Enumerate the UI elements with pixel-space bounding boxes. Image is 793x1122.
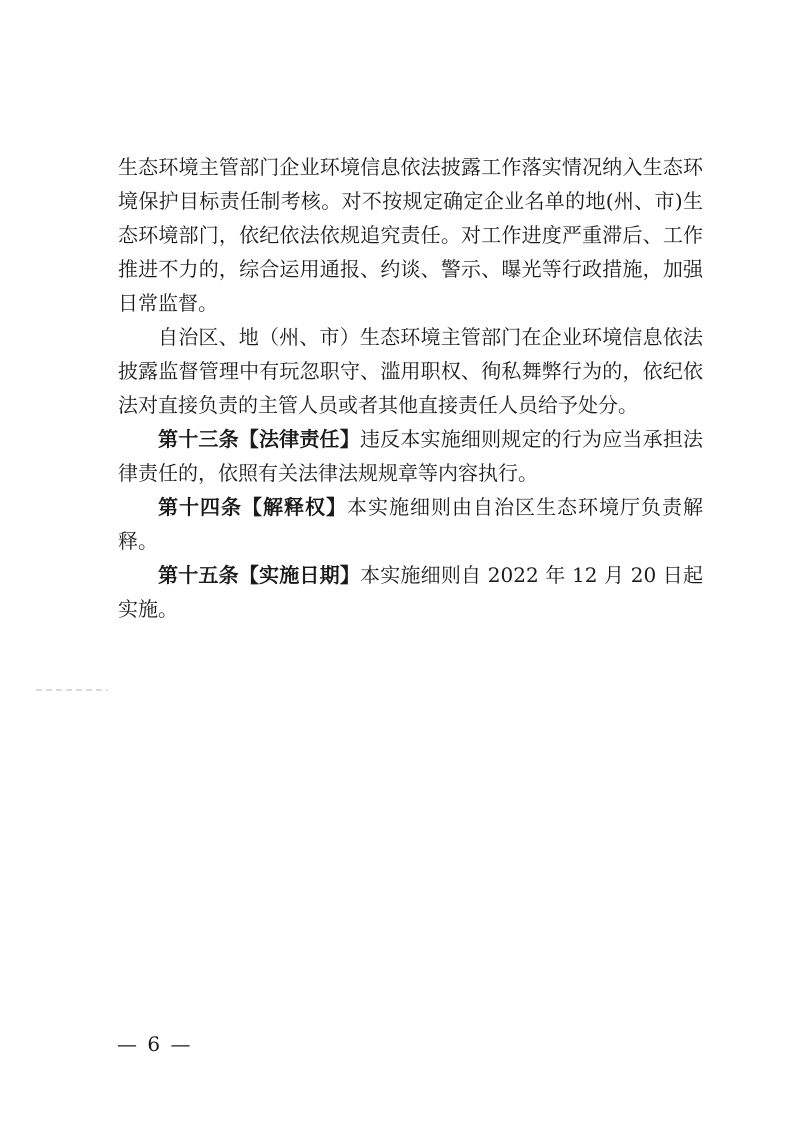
article-14-title: 【解释权】	[242, 495, 347, 519]
article-15-title: 【实施日期】	[238, 563, 361, 587]
article-15-text: 本实施细则自 2022 年 12 月 20 日起实施。	[118, 563, 704, 621]
article-13	[118, 422, 703, 490]
article-13-title: 【法律责任】	[238, 427, 360, 451]
article-14	[118, 490, 703, 558]
scan-artifact-line	[36, 689, 108, 691]
article-14-text: 本实施细则由自治区生态环境厅负责解释。	[118, 495, 703, 553]
article-15	[118, 558, 703, 626]
paragraph-continued: 生态环境主管部门企业环境信息依法披露工作落实情况纳入生态环境保护目标责任制考核。对不按规定确定企业名单的地(州、市)生态环境部门，依纪依法依规追究责任。对工作进度严重滞后、工作推进不力的，综合运用通报、约谈、警示、曝光等行政措施，加强日常监督。	[118, 155, 703, 315]
article-13-number: 第十三条	[158, 427, 239, 451]
article-15-number: 第十五条	[158, 563, 239, 587]
article-14-number: 第十四条	[158, 495, 242, 519]
page-number: — 6 —	[117, 1032, 193, 1056]
article-13-text: 违反本实施细则规定的行为应当承担法律责任的，依照有关法律法规规章等内容执行。	[118, 427, 704, 485]
document-body	[118, 150, 703, 626]
paragraph-supervision: 自治区、地（州、市）生态环境主管部门在企业环境信息依法披露监督管理中有玩忽职守、滥用职权、徇私舞弊行为的，依纪依法对直接负责的主管人员或者其他直接责任人员给予处分。	[118, 325, 703, 417]
